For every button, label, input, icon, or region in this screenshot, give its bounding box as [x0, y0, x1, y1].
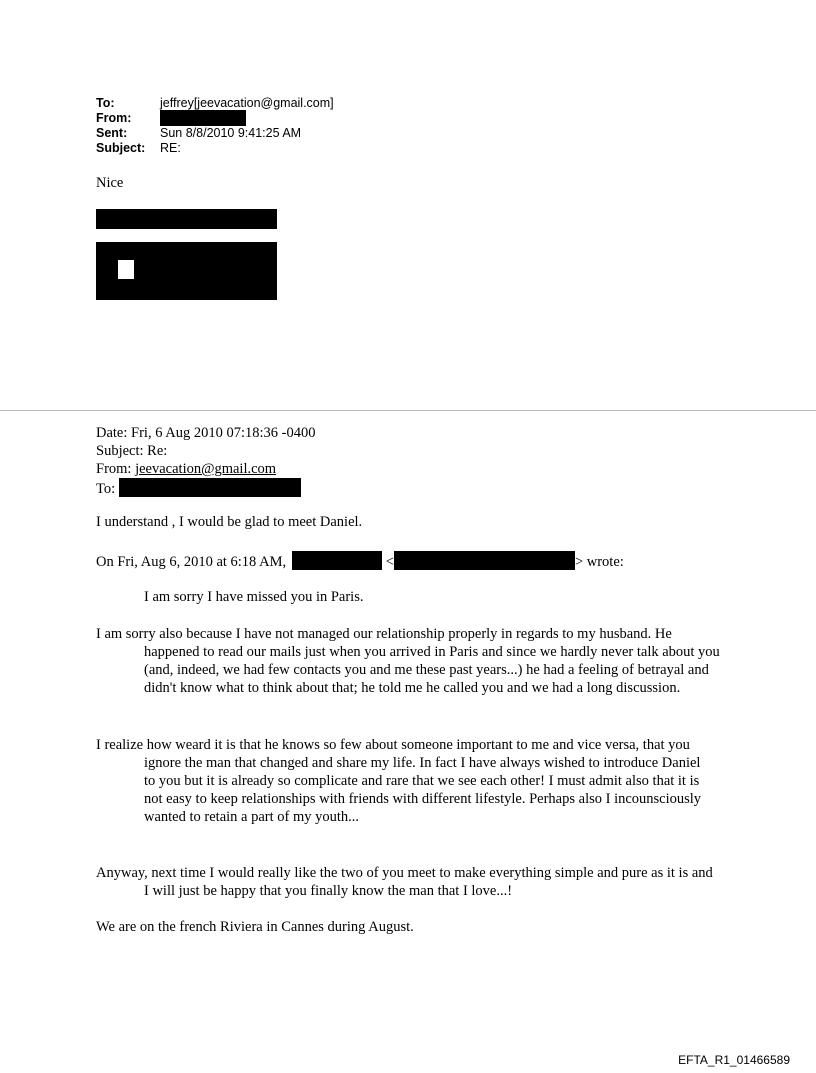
quoted-from-prefix: From:: [96, 461, 136, 477]
from-row: [96, 111, 334, 126]
redaction-from: [160, 110, 246, 126]
quoted-from: [96, 460, 316, 478]
reply-body: Nice: [96, 175, 124, 191]
quoted-to-prefix: To:: [96, 481, 119, 497]
subject-row: [96, 141, 334, 156]
quoted-from-email[interactable]: jeevacation@gmail.com: [135, 461, 277, 477]
to-value: jeffrey[jeevacation@gmail.com]: [160, 96, 334, 110]
sent-label: Sent:: [96, 126, 128, 140]
redaction-signature-block: [96, 242, 277, 300]
to-label: To:: [96, 96, 115, 110]
original-paragraph-5: We are on the french Riviera in Cannes during August.: [96, 919, 414, 935]
quoted-headers: [96, 424, 316, 496]
document-id: EFTA_R1_01466589: [678, 1053, 790, 1067]
attribution-line: [96, 551, 624, 571]
redaction-sender-name: [292, 551, 382, 570]
redaction-sender-email: [394, 551, 575, 570]
attribution-wrote: > wrote:: [574, 554, 624, 570]
subject-label: Subject:: [96, 141, 146, 155]
redaction-signature-line: [96, 209, 277, 229]
quoted-date: Date: Fri, 6 Aug 2010 07:18:36 -0400: [96, 425, 316, 441]
sent-value: Sun 8/8/2010 9:41:25 AM: [160, 126, 302, 140]
original-paragraph-3: I realize how weard it is that he knows so few about someone important to me and vice versa, that you ignore the man that changed and share my life. In fact I have always wished to introduce Daniel to you but it is already so complicate and rare that we see each other! I must admit also that it is not easy to keep relationships with friends with different lifestyle. Perhaps also I incounsciously wanted to retain a part of my youth...: [96, 737, 702, 825]
original-paragraph-1: I am sorry I have missed you in Paris.: [144, 589, 364, 605]
email-header: [96, 96, 334, 156]
redaction-to: [119, 478, 301, 497]
divider: [0, 410, 816, 411]
subject-value: RE:: [160, 141, 181, 155]
quoted-message: I understand , I would be glad to meet Daniel.: [96, 514, 363, 530]
original-paragraph-4: Anyway, next time I would really like the two of you meet to make everything simple and pure as it is and I will just be happy that you finally know the man that I love...!: [96, 865, 713, 899]
original-paragraph-2: I am sorry also because I have not managed our relationship properly in regards to my husband. He happened to read our mails just when you arrived in Paris and since we hardly never talk about you (and, indeed, we had few contacts you and me these past years...) he had a feeling of betrayal and didn't know what to think about that; he told me he called you and we had a long discussion.: [96, 626, 720, 696]
attribution-lt: <: [385, 554, 394, 570]
redaction-gap: [118, 260, 134, 279]
quoted-subject: Subject: Re:: [96, 443, 168, 459]
quoted-to: [96, 478, 316, 496]
attribution-prefix: On Fri, Aug 6, 2010 at 6:18 AM,: [96, 554, 287, 570]
to-row: [96, 96, 334, 111]
sent-row: [96, 126, 334, 141]
from-label: From:: [96, 111, 132, 125]
